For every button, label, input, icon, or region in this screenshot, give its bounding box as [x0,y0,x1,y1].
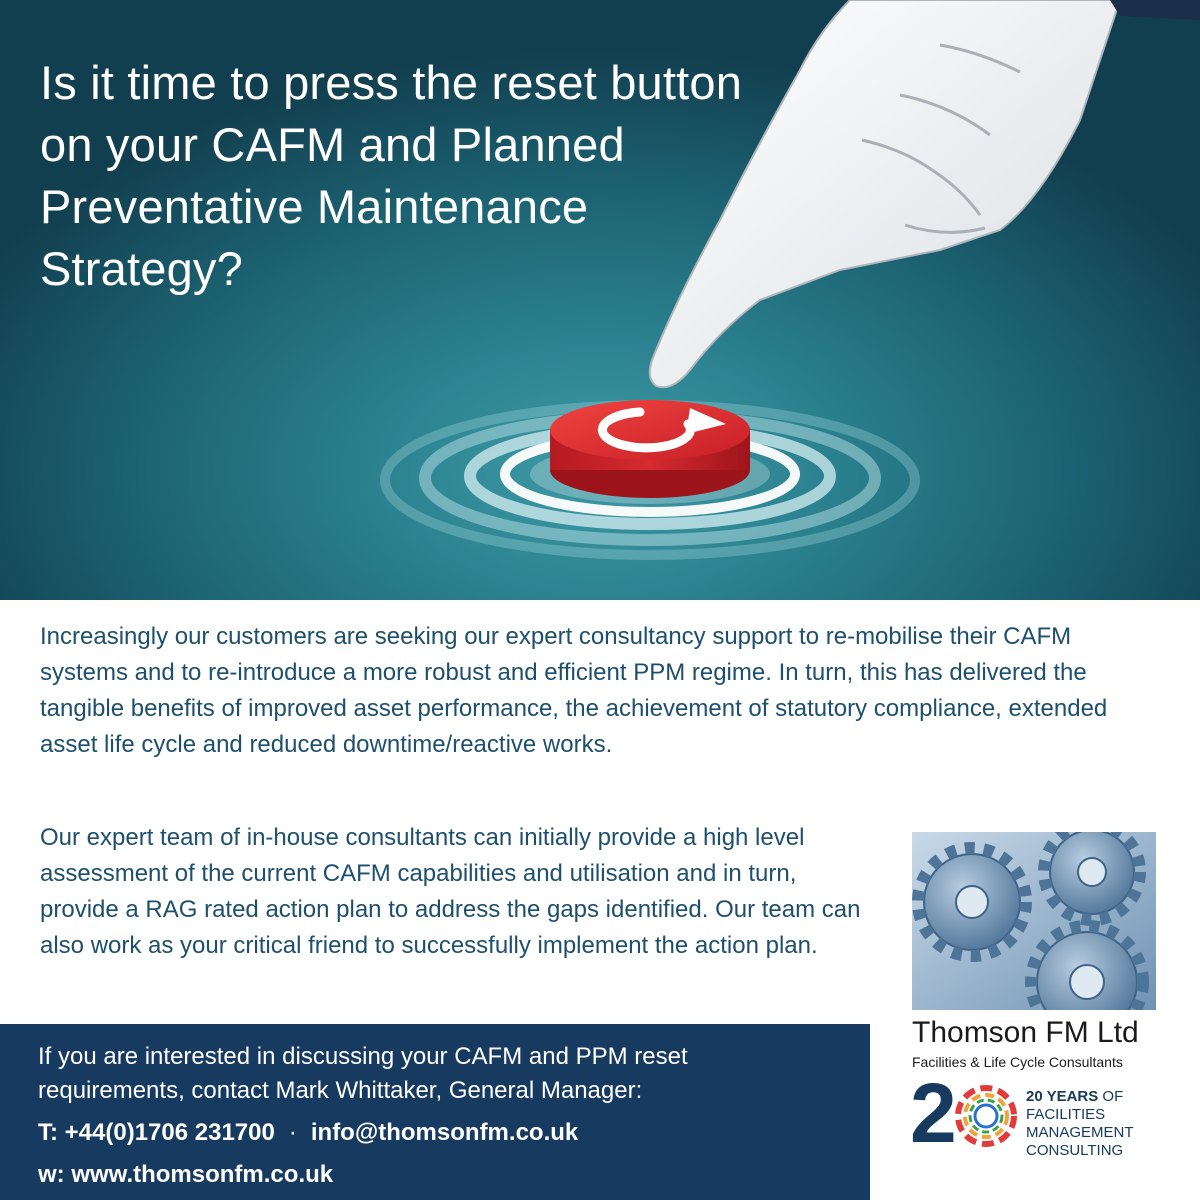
gears-icon [912,832,1156,1010]
brand-name: Thomson FM Ltd [912,1016,1139,1049]
badge-line-3: MANAGEMENT [1026,1124,1134,1141]
separator: · [288,1119,297,1146]
headline: Is it time to press the reset button on your CAFM and Planned Preventative Maintenance Strategy? [40,56,743,295]
badge-years-rest: OF [1098,1088,1124,1105]
badge-line-4: CONSULTING [1026,1142,1124,1159]
twenty-years-badge [908,1064,1018,1154]
reset-button-graphic [550,400,750,498]
email-link[interactable]: info@thomsonfm.co.uk [310,1119,579,1146]
team-paragraph: Our expert team of in-house consultants can initially provide a high level assessment of the current CAFM capabilities and utilisation and in turn, provide a RAG rated action plan to address the gaps identified. Our team can also work as your critical friend to successfully implement the action plan. [40,824,861,959]
badge-line-2: FACILITIES [1026,1106,1106,1123]
badge-years-bold: 20 YEARS [1026,1088,1099,1105]
phone-number[interactable]: T: +44(0)1706 231700 [38,1119,275,1146]
contact-panel [0,1024,870,1200]
contact-phone-email-line [38,1116,578,1150]
contact-line-1: If you are interested in discussing your CAFM and PPM reset [38,1043,688,1070]
badge-caption [1026,1088,1196,1160]
brand-tagline: Facilities & Life Cycle Consultants [912,1054,1123,1070]
website-link[interactable]: w: www.thomsonfm.co.uk [38,1161,334,1188]
intro-paragraph: Increasingly our customers are seeking our expert consultancy support to re-mobilise their CAFM systems and to re-introduce a more robust and efficient PPM regime. In turn, this has delivered the tangible benefits of improved asset performance, the achievement of statutory compliance, extended asset life cycle and reduced downtime/reactive works. [40,623,1108,758]
svg-text:2: 2 [910,1066,957,1154]
contact-line-2: requirements, contact Mark Whittaker, General Manager: [38,1077,643,1104]
rainbow-ring-icon [958,1088,1014,1144]
